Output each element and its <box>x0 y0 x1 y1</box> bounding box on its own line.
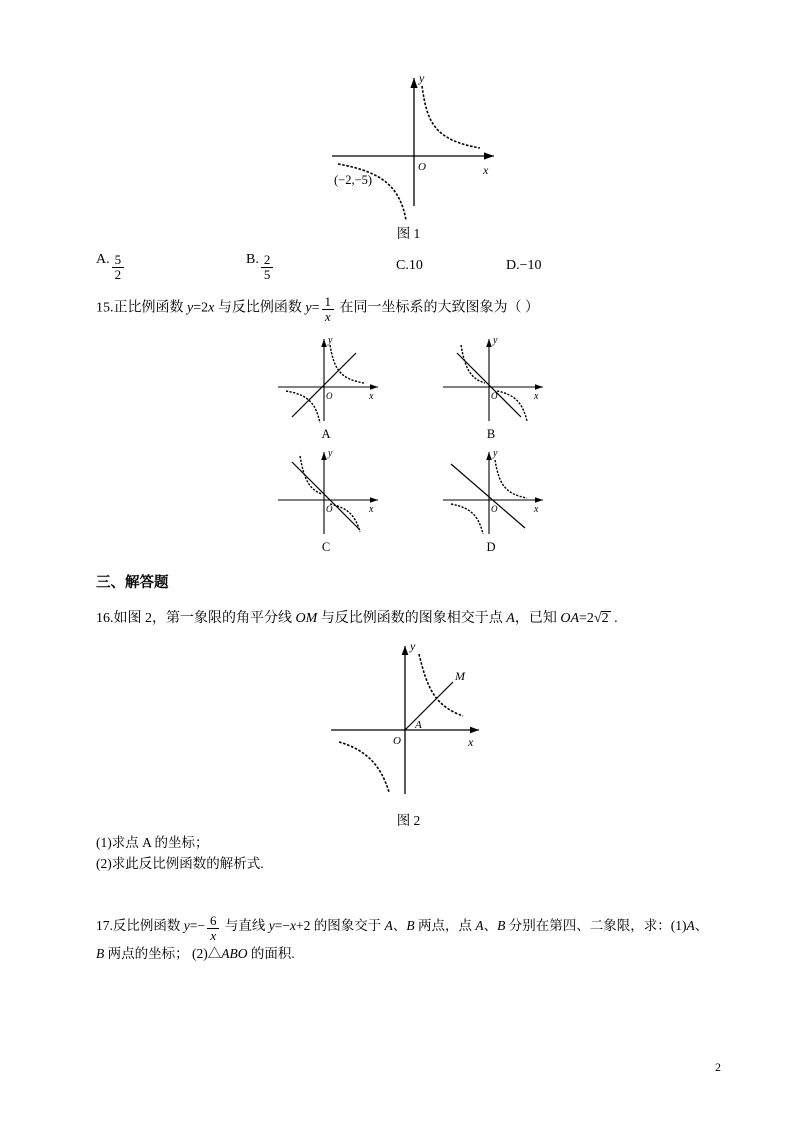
q17-dun3: 、 <box>694 918 709 934</box>
q15-eq2: = <box>311 300 320 316</box>
q15-eq1: =2 <box>193 300 209 316</box>
q16-text-a: 如图 2，第一象限的角平分线 <box>113 610 296 626</box>
figure-2-graph <box>289 632 529 807</box>
q17-fraction <box>207 914 220 942</box>
option-a-x-label: x <box>369 390 374 402</box>
option-b-figure[interactable] <box>421 329 561 442</box>
option-d-graph <box>421 442 561 542</box>
q16-sqrt-sign: √ <box>593 610 602 626</box>
q16-oa: OA <box>560 610 580 626</box>
question-16-text <box>96 606 721 633</box>
page-content <box>96 60 721 967</box>
q15-text-b: 与反比例函数 <box>214 300 306 316</box>
q15-fn2: y <box>305 300 312 316</box>
q15-fraction <box>321 295 334 323</box>
q16-radicand: 2 <box>601 610 609 626</box>
option-d-x-label: x <box>534 503 539 515</box>
q16-text-c: ，已知 <box>514 610 561 626</box>
q17-frac-num: 6 <box>209 913 217 928</box>
choice-d[interactable]: D.−10 <box>506 258 542 274</box>
choice-a-numerator: 5 <box>114 252 122 267</box>
figure-2-caption: 图 2 <box>396 813 421 829</box>
option-c-origin-label: O <box>326 503 333 514</box>
q17-text-e: 分别在第四、二象限，求：(1) <box>505 918 687 934</box>
q17-eq2: =− <box>274 918 290 934</box>
option-c-graph <box>256 442 396 542</box>
q15-number: 15. <box>96 300 114 316</box>
q15-text-a: 正比例函数 <box>113 300 187 316</box>
q15-frac-num: 1 <box>324 294 331 310</box>
option-d-y-label: y <box>493 447 498 459</box>
option-a-graph <box>256 329 396 429</box>
figure-1 <box>96 60 721 242</box>
figure-2-x-label: x <box>467 735 473 750</box>
q16-om: OM <box>295 610 318 626</box>
q16-sub-1: (1)求点 A 的坐标； <box>96 835 209 851</box>
figure-1-x-label: x <box>482 163 488 177</box>
q16-eq: =2 <box>579 610 594 626</box>
q16-number: 16. <box>96 610 114 626</box>
option-a-origin-label: O <box>326 390 333 401</box>
q17-plus: +2 <box>295 918 311 934</box>
question-17-text <box>96 913 721 967</box>
q17-line2-text: 两点的坐标； (2)△ <box>104 946 222 962</box>
q17-dun2: 、 <box>483 918 498 934</box>
question-15-option-figures <box>244 329 574 555</box>
question-16-subitems <box>96 833 721 875</box>
figure-2 <box>96 632 721 829</box>
q17-pb2: B <box>497 918 506 934</box>
option-a-y-label: y <box>328 334 333 346</box>
q15-fn1: y <box>187 300 194 316</box>
choice-a[interactable] <box>96 252 246 280</box>
figure-1-point-label: (−2,−5) <box>333 173 372 187</box>
q17-line2-end: 的面积. <box>247 946 295 962</box>
q17-text-a: 反比例函数 <box>112 918 184 934</box>
option-c-label: C <box>321 539 331 554</box>
q17-text-b: 与直线 <box>221 918 269 934</box>
figure-2-y-label: y <box>409 639 415 654</box>
q17-dun1: 、 <box>392 918 407 934</box>
option-b-label: B <box>486 426 496 441</box>
figure-2-origin-label: O <box>392 735 401 748</box>
option-c-figure[interactable] <box>256 442 396 555</box>
q17-eq1: =− <box>189 918 205 934</box>
q17-frac-den: x <box>207 928 219 943</box>
choice-b-numerator: 2 <box>263 252 271 267</box>
option-b-origin-label: O <box>491 390 498 401</box>
q17-text-d: 两点，点 <box>414 918 476 934</box>
q15-text-c: 在同一坐标系的大致图象为（ ） <box>335 300 539 316</box>
q17-text-c: 的图象交于 <box>310 918 385 934</box>
q17-pa: A <box>384 918 393 934</box>
choice-b-label: B. <box>246 252 259 267</box>
q15-var1: x <box>208 300 215 316</box>
option-b-x-label: x <box>534 390 539 402</box>
q17-pa2: A <box>475 918 484 934</box>
choice-b-denominator: 5 <box>261 267 274 282</box>
option-a-label: A <box>321 426 331 441</box>
choice-a-denominator: 2 <box>112 267 125 282</box>
q17-number: 17. <box>96 918 113 934</box>
choice-b[interactable] <box>246 252 396 280</box>
option-b-y-label: y <box>493 334 498 346</box>
page-number: 2 <box>715 1060 721 1074</box>
option-c-x-label: x <box>369 503 374 515</box>
figure-1-graph <box>294 60 524 220</box>
choice-a-label: A. <box>96 252 110 267</box>
q16-sub-2: (2)求此反比例函数的解析式. <box>96 856 264 872</box>
q15-frac-den: x <box>322 309 334 324</box>
choice-a-fraction <box>112 253 125 281</box>
option-d-label: D <box>486 539 496 554</box>
figure-1-y-label: y <box>418 71 424 85</box>
question-14-choices <box>96 252 721 280</box>
q17-line2-b: B <box>96 946 105 962</box>
figure-2-m-label: M <box>454 669 465 684</box>
option-b-graph <box>421 329 561 429</box>
figure-1-caption: 图 1 <box>396 226 421 241</box>
q17-tri-abo: ABO <box>221 946 248 962</box>
q17-pb: B <box>406 918 415 934</box>
figure-1-origin-label: O <box>417 161 426 173</box>
q17-pa3: A <box>686 918 695 934</box>
question-15-text <box>96 294 721 322</box>
choice-b-fraction <box>261 253 274 281</box>
choice-c[interactable]: C.10 <box>396 258 423 274</box>
q16-period: . <box>610 610 618 626</box>
figure-2-a-label: A <box>414 719 422 732</box>
option-a-figure[interactable] <box>256 329 396 442</box>
option-c-y-label: y <box>328 447 333 459</box>
option-d-origin-label: O <box>491 503 498 514</box>
q16-text-b: 与反比例函数的图象相交于点 <box>317 610 507 626</box>
section-3-heading: 三、解答题 <box>96 574 169 591</box>
option-d-figure[interactable] <box>421 442 561 555</box>
q17-y2: y <box>268 918 275 934</box>
q17-x2: x <box>289 918 296 934</box>
q16-point-a: A <box>506 610 515 626</box>
q17-y1: y <box>183 918 190 934</box>
